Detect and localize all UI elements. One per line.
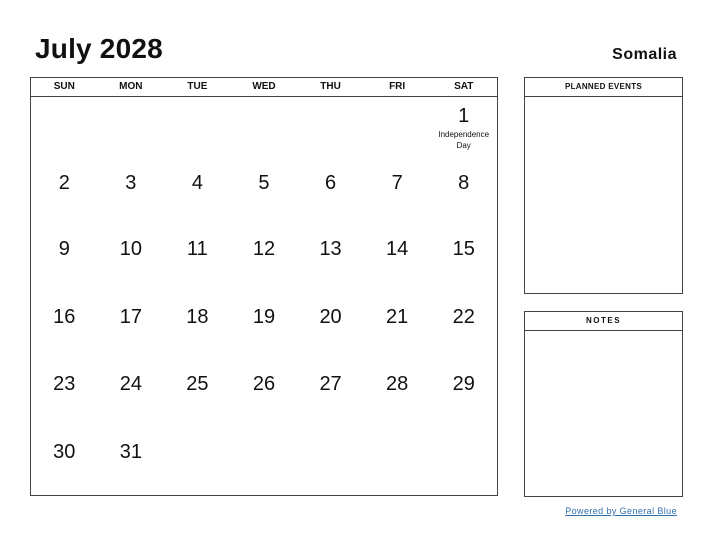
day-cell bbox=[98, 433, 165, 497]
day-cell bbox=[164, 298, 231, 365]
weekday-sat: SAT bbox=[454, 81, 474, 92]
day-number: 19 bbox=[252, 306, 276, 328]
day-number: 5 bbox=[258, 172, 270, 194]
day-number: 26 bbox=[252, 373, 276, 395]
country-label: Somalia bbox=[612, 46, 677, 63]
day-cell bbox=[297, 164, 364, 230]
weekday-tue: TUE bbox=[187, 81, 208, 92]
day-number: 10 bbox=[119, 238, 142, 260]
day-number: 28 bbox=[386, 373, 409, 395]
day-cell bbox=[164, 365, 231, 433]
empty-day-cell bbox=[164, 433, 231, 497]
empty-day-cell bbox=[231, 97, 298, 164]
day-number: 8 bbox=[458, 172, 470, 194]
day-number: 6 bbox=[325, 172, 337, 194]
day-cell bbox=[430, 164, 497, 230]
day-number: 24 bbox=[119, 373, 142, 395]
day-number: 3 bbox=[125, 172, 137, 194]
weekday-thu: THU bbox=[320, 81, 341, 92]
day-number: 23 bbox=[53, 373, 76, 395]
day-number: 30 bbox=[53, 441, 76, 463]
day-cell bbox=[364, 230, 431, 298]
day-cell bbox=[430, 365, 497, 433]
notes-heading: NOTES bbox=[525, 312, 682, 331]
day-cell bbox=[31, 433, 98, 497]
weekday-wed: WED bbox=[252, 81, 276, 92]
day-number: 29 bbox=[452, 373, 475, 395]
day-number: 2 bbox=[58, 172, 70, 194]
planned-events-panel bbox=[524, 77, 683, 294]
day-cell bbox=[297, 298, 364, 365]
day-cell bbox=[364, 164, 431, 230]
notes-panel bbox=[524, 311, 683, 497]
weekday-fri: FRI bbox=[389, 81, 406, 92]
calendar-grid bbox=[30, 77, 498, 496]
day-cell bbox=[297, 230, 364, 298]
day-cell bbox=[297, 365, 364, 433]
day-cell bbox=[31, 164, 98, 230]
empty-day-cell bbox=[31, 97, 98, 164]
empty-day-cell bbox=[98, 97, 165, 164]
weekday-mon: MON bbox=[119, 81, 143, 92]
holiday-label: Independence Day bbox=[438, 130, 490, 150]
empty-day-cell bbox=[297, 433, 364, 497]
day-number: 21 bbox=[386, 306, 409, 328]
day-number: 13 bbox=[319, 238, 342, 260]
day-number: 11 bbox=[187, 238, 208, 260]
empty-day-cell bbox=[430, 433, 497, 497]
day-number: 27 bbox=[319, 373, 342, 395]
empty-day-cell bbox=[164, 97, 231, 164]
weekday-sun: SUN bbox=[53, 81, 75, 92]
day-cell bbox=[164, 230, 231, 298]
day-cell bbox=[364, 365, 431, 433]
day-cell bbox=[31, 365, 98, 433]
day-cell bbox=[98, 365, 165, 433]
day-cell bbox=[98, 298, 165, 365]
day-cell bbox=[231, 298, 298, 365]
powered-by-link[interactable]: Powered by General Blue bbox=[565, 506, 677, 516]
day-cell bbox=[364, 298, 431, 365]
day-number: 12 bbox=[252, 238, 276, 260]
day-cell bbox=[164, 164, 231, 230]
day-number: 18 bbox=[186, 306, 209, 328]
day-number: 31 bbox=[119, 441, 142, 463]
day-cell bbox=[31, 298, 98, 365]
day-number: 1 bbox=[458, 105, 470, 127]
day-number: 9 bbox=[58, 238, 70, 260]
empty-day-cell bbox=[364, 433, 431, 497]
day-cell bbox=[31, 230, 98, 298]
planned-events-heading: PLANNED EVENTS bbox=[525, 78, 682, 97]
page-title: July 2028 bbox=[35, 33, 163, 64]
day-cell bbox=[430, 230, 497, 298]
empty-day-cell bbox=[297, 97, 364, 164]
day-cell bbox=[231, 230, 298, 298]
day-number: 16 bbox=[53, 306, 76, 328]
day-cell bbox=[430, 298, 497, 365]
day-cell bbox=[231, 365, 298, 433]
day-number: 25 bbox=[186, 373, 209, 395]
day-number: 4 bbox=[191, 172, 203, 194]
day-number: 7 bbox=[391, 172, 403, 194]
day-number: 22 bbox=[452, 306, 475, 328]
weekday-header bbox=[31, 78, 497, 97]
calendar-body bbox=[31, 97, 497, 497]
empty-day-cell bbox=[364, 97, 431, 164]
empty-day-cell bbox=[231, 433, 298, 497]
day-cell bbox=[98, 230, 165, 298]
day-cell bbox=[231, 164, 298, 230]
day-number: 17 bbox=[119, 306, 142, 328]
day-number: 15 bbox=[452, 238, 475, 260]
day-number: 20 bbox=[319, 306, 342, 328]
day-cell bbox=[430, 97, 497, 164]
day-cell bbox=[98, 164, 165, 230]
day-number: 14 bbox=[386, 238, 409, 260]
